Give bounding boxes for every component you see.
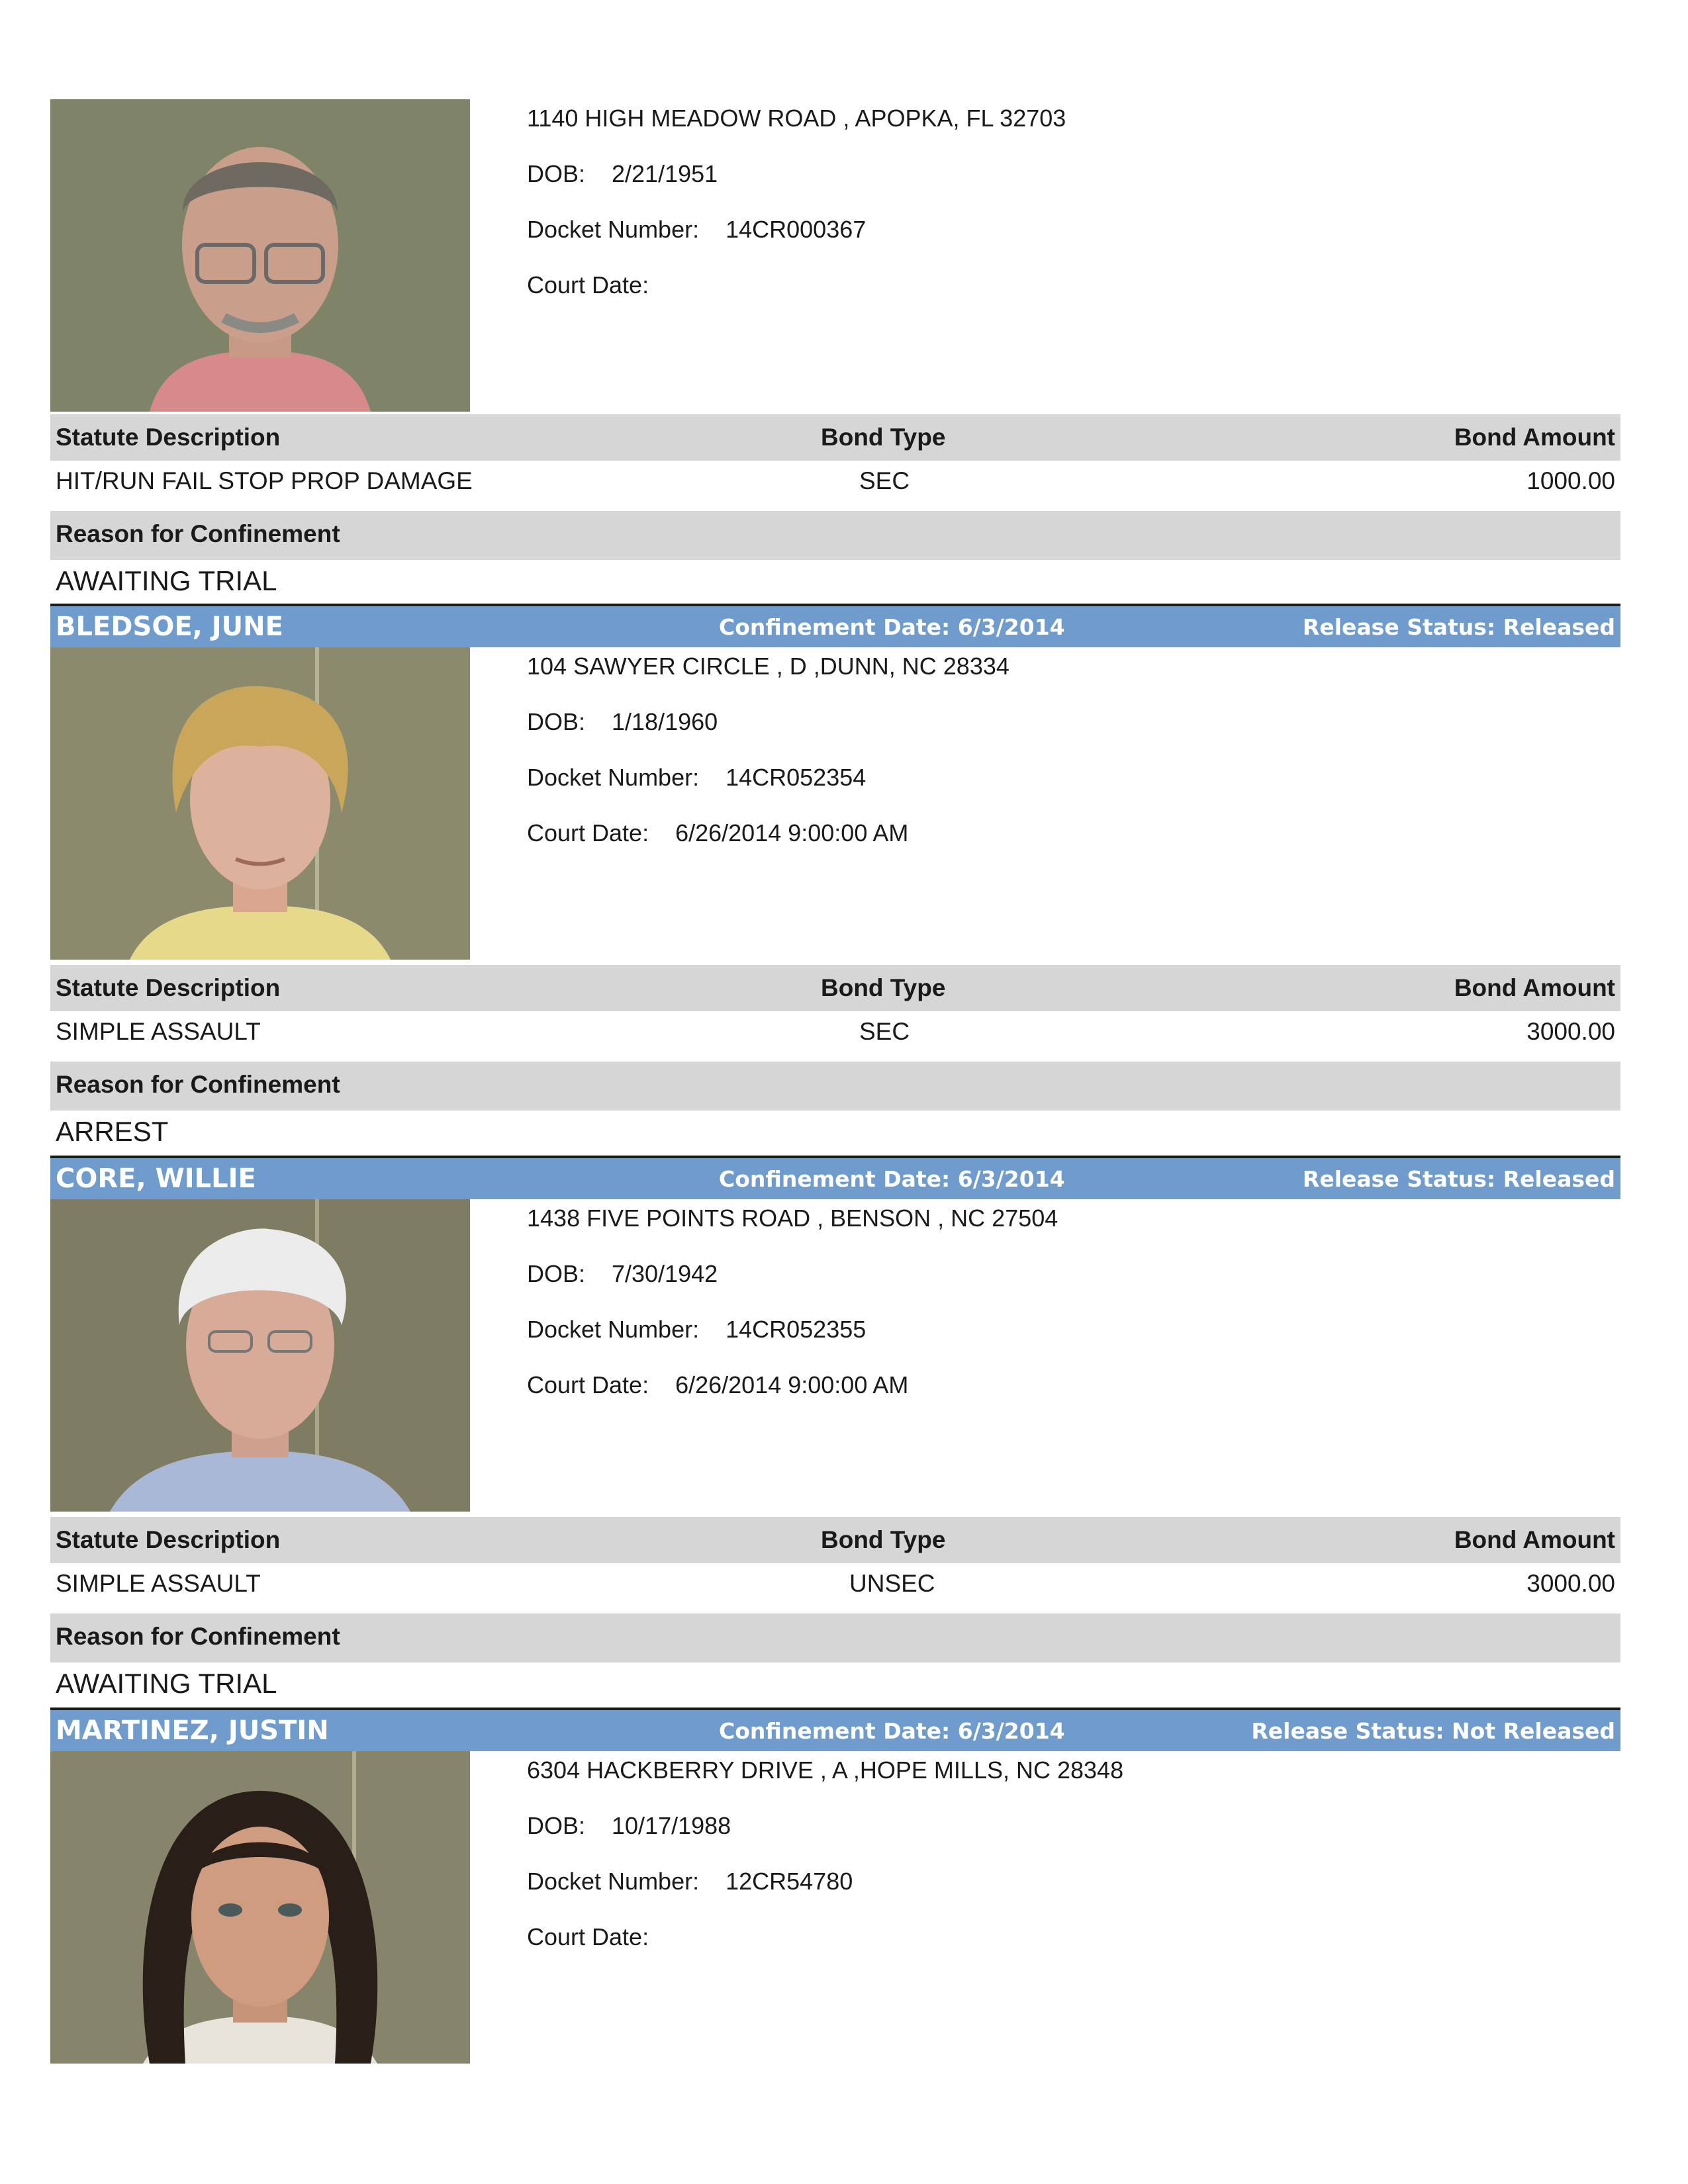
statute-value: SIMPLE ASSAULT bbox=[56, 1018, 261, 1045]
court-date-label: Court Date: bbox=[527, 271, 649, 298]
dob-label: DOB: bbox=[527, 708, 586, 735]
confinement-date: Confinement Date: 6/3/2014 bbox=[719, 1166, 1065, 1192]
docket-value: 14CR052354 bbox=[726, 764, 867, 791]
address: 104 SAWYER CIRCLE , D ,DUNN, NC 28334 bbox=[527, 653, 1009, 680]
reason-value: AWAITING TRIAL bbox=[56, 1668, 277, 1699]
dob-value: 2/21/1951 bbox=[612, 160, 718, 187]
inmate-name: MARTINEZ, JUSTIN bbox=[56, 1715, 329, 1746]
inmate-name: BLEDSOE, JUNE bbox=[56, 612, 283, 642]
docket-value: 14CR052355 bbox=[726, 1316, 867, 1343]
charges-header bbox=[50, 414, 1620, 461]
reason-header: Reason for Confinement bbox=[50, 511, 1620, 560]
address: 1438 FIVE POINTS ROAD , BENSON , NC 27504 bbox=[527, 1205, 1058, 1232]
statute-value: HIT/RUN FAIL STOP PROP DAMAGE bbox=[56, 467, 473, 494]
charge-row bbox=[50, 461, 1620, 507]
reason-value: AWAITING TRIAL bbox=[56, 565, 277, 596]
reason-value: ARREST bbox=[56, 1116, 169, 1147]
address: 1140 HIGH MEADOW ROAD , APOPKA, FL 32703 bbox=[527, 105, 1066, 132]
docket-value: 14CR000367 bbox=[726, 216, 867, 243]
statute-header: Statute Description bbox=[56, 1526, 281, 1553]
dob-label: DOB: bbox=[527, 1260, 586, 1287]
statute-header: Statute Description bbox=[56, 974, 281, 1001]
statute-header: Statute Description bbox=[56, 424, 281, 451]
court-date-value: 6/26/2014 9:00:00 AM bbox=[675, 819, 909, 846]
docket-value: 12CR54780 bbox=[726, 1868, 853, 1895]
reason-header: Reason for Confinement bbox=[50, 1614, 1620, 1662]
docket-label: Docket Number: bbox=[527, 216, 700, 243]
bond-amount-header: Bond Amount bbox=[1454, 424, 1615, 451]
statute-value: SIMPLE ASSAULT bbox=[56, 1570, 261, 1597]
charge-row bbox=[50, 1563, 1620, 1610]
bond-amount-value: 3000.00 bbox=[1526, 1018, 1615, 1045]
court-date-value: 6/26/2014 9:00:00 AM bbox=[675, 1371, 909, 1398]
inmate-name: CORE, WILLIE bbox=[56, 1163, 256, 1194]
confinement-date: Confinement Date: 6/3/2014 bbox=[719, 614, 1065, 640]
dob-value: 10/17/1988 bbox=[612, 1812, 731, 1839]
bond-type-header: Bond Type bbox=[821, 974, 946, 1001]
mugshot-photo bbox=[50, 647, 470, 960]
bond-amount-value: 1000.00 bbox=[1526, 467, 1615, 494]
charges-header bbox=[50, 965, 1620, 1011]
inmate-header-bar bbox=[50, 604, 1620, 647]
mugshot-photo bbox=[50, 1751, 470, 2064]
bond-type-value: SEC bbox=[859, 467, 910, 494]
court-date-label: Court Date: bbox=[527, 819, 649, 846]
inmate-header-bar bbox=[50, 1156, 1620, 1199]
reason-header: Reason for Confinement bbox=[50, 1062, 1620, 1111]
charges-header bbox=[50, 1517, 1620, 1563]
mugshot-photo bbox=[50, 99, 470, 412]
dob-value: 1/18/1960 bbox=[612, 708, 718, 735]
confinement-date: Confinement Date: 6/3/2014 bbox=[719, 1718, 1065, 1744]
charge-row bbox=[50, 1011, 1620, 1058]
bond-type-header: Bond Type bbox=[821, 424, 946, 451]
bond-type-header: Bond Type bbox=[821, 1526, 946, 1553]
bond-amount-header: Bond Amount bbox=[1454, 1526, 1615, 1553]
release-status: Release Status: Not Released bbox=[1251, 1718, 1615, 1744]
bond-amount-header: Bond Amount bbox=[1454, 974, 1615, 1001]
inmate-header-bar bbox=[50, 1707, 1620, 1751]
release-status: Release Status: Released bbox=[1302, 1166, 1615, 1192]
court-date-label: Court Date: bbox=[527, 1371, 649, 1398]
dob-label: DOB: bbox=[527, 1812, 586, 1839]
dob-label: DOB: bbox=[527, 160, 586, 187]
court-date-label: Court Date: bbox=[527, 1923, 649, 1950]
release-status: Release Status: Released bbox=[1302, 614, 1615, 640]
docket-label: Docket Number: bbox=[527, 1868, 700, 1895]
bond-type-value: UNSEC bbox=[849, 1570, 935, 1597]
bond-type-value: SEC bbox=[859, 1018, 910, 1045]
docket-label: Docket Number: bbox=[527, 1316, 700, 1343]
address: 6304 HACKBERRY DRIVE , A ,HOPE MILLS, NC 28348 bbox=[527, 1756, 1124, 1784]
dob-value: 7/30/1942 bbox=[612, 1260, 718, 1287]
docket-label: Docket Number: bbox=[527, 764, 700, 791]
bond-amount-value: 3000.00 bbox=[1526, 1570, 1615, 1597]
mugshot-photo bbox=[50, 1199, 470, 1512]
